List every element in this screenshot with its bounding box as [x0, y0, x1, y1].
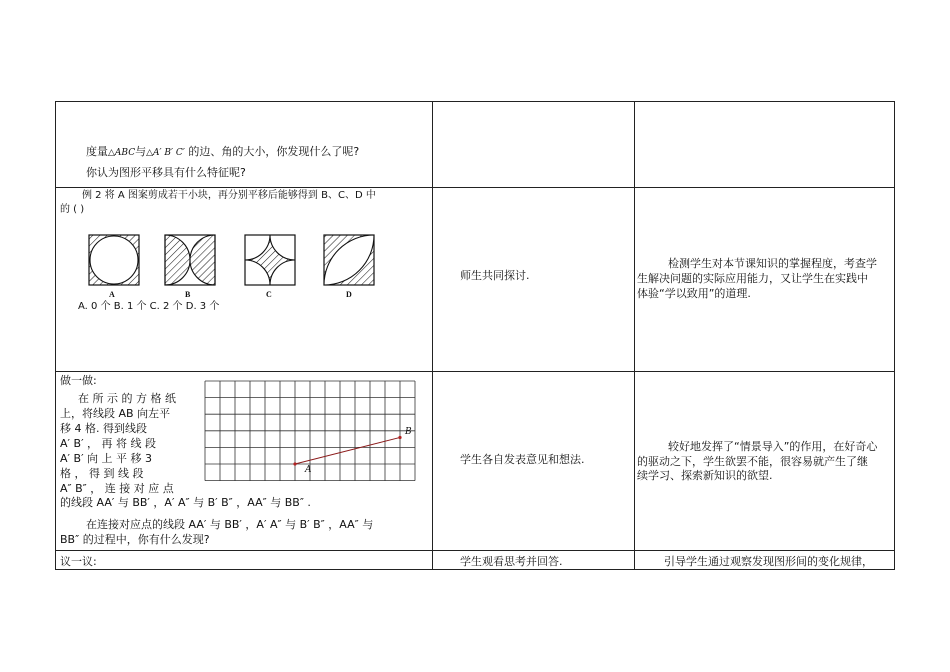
row3-text-line7: A″ B″ ， 连 接 对 应 点 [60, 482, 174, 495]
figure-d [324, 235, 374, 285]
figure-b-label: B [185, 290, 191, 299]
point-b [398, 436, 401, 439]
figure-a-label: A [109, 290, 115, 299]
example-options: A. 0 个 B. 1 个 C. 2 个 D. 3 个 [78, 301, 220, 312]
row3-question-line2: BB″ 的过程中，你有什么发现? [60, 533, 210, 546]
row3-purpose-line3: 续学习、探索新知识的欲望. [637, 469, 773, 482]
row4-heading: 议一议: [60, 555, 97, 568]
row4-activity: 学生观看思考并回答. [460, 555, 563, 568]
row2-purpose-line3: 体验“学以致用”的道理. [637, 287, 751, 300]
example-question-line1: 例 2 将 A 图案剪成若干小块，再分别平移后能够得到 B、C、D 中 [82, 190, 376, 201]
point-b-label: B [405, 427, 412, 437]
figure-a [89, 235, 139, 285]
row3-text-line6: 格 ， 得 到 线 段 [60, 467, 144, 480]
lesson-table [55, 101, 895, 570]
row3-text-line3: 移 4 格. 得到线段 [60, 422, 147, 435]
row-divider-3 [56, 550, 894, 551]
row3-purpose-line2: 的驱动之下，学生欲罢不能，很容易就产生了继 [637, 455, 868, 468]
figure-b [165, 235, 215, 285]
row3-purpose-line1: 较好地发挥了“情景导入”的作用，在好奇心 [668, 440, 878, 453]
row3-text-line2: 上，将线段 AB 向左平 [60, 407, 171, 420]
figure-d-label: D [346, 290, 352, 299]
point-a-label: A [305, 465, 312, 475]
example-question-line2: 的 ( ) [60, 204, 85, 215]
row2-purpose-line2: 生解决问题的实际应用能力，又让学生在实践中 [637, 272, 868, 285]
row3-question-line1: 在连接对应点的线段 AA′ 与 BB′ ，A′ A″ 与 B′ B″ ，AA″ 与 [86, 518, 374, 531]
row3-text-line8: 的线段 AA′ 与 BB′ ，A′ A″ 与 B′ B″ ，AA″ 与 BB″ . [60, 496, 311, 509]
column-divider-2 [634, 102, 635, 569]
row2-activity: 师生共同探讨. [460, 269, 530, 282]
figure-c [245, 235, 295, 285]
row1-line1: 度量△ABC与△A′ B′ C′ 的边、角的大小，你发现什么了呢? [86, 145, 360, 158]
segment-ab [295, 437, 400, 464]
example-figures [56, 102, 432, 371]
row2-purpose-line1: 检测学生对本节课知识的掌握程度，考查学 [668, 257, 877, 270]
figure-c-label: C [266, 290, 272, 299]
row1-line2: 你认为图形平移具有什么特征呢? [86, 166, 246, 179]
row-divider-2 [56, 371, 894, 372]
row3-text-line4: A′ B′ ， 再 将 线 段 [60, 437, 157, 450]
row3-heading: 做一做: [60, 374, 97, 387]
row3-text-line1: 在 所 示 的 方 格 纸 [78, 392, 176, 405]
row3-activity: 学生各自发表意见和想法. [460, 453, 585, 466]
column-divider-1 [432, 102, 433, 569]
row4-purpose: 引导学生通过观察发现图形间的变化规律， [664, 555, 873, 568]
row3-text-line5: A′ B′ 向 上 平 移 3 [60, 452, 153, 465]
point-a [293, 462, 296, 465]
